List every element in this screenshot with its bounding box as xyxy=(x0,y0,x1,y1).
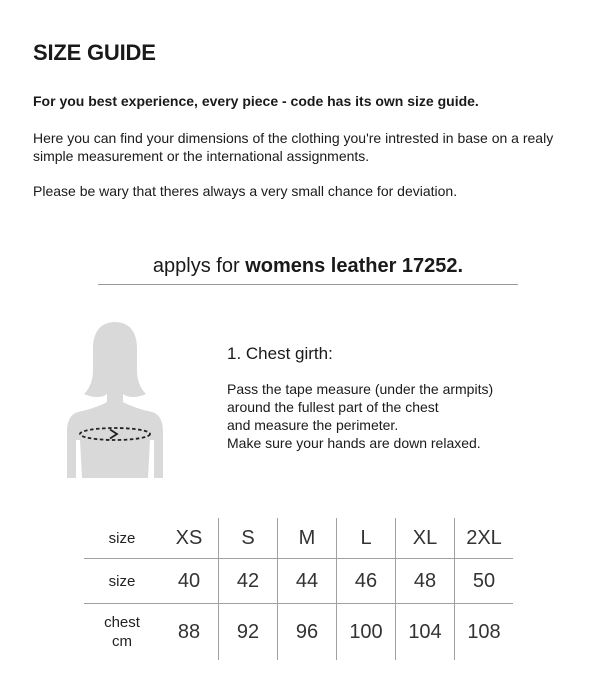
table-cell: XL xyxy=(396,518,455,559)
table-cell: 40 xyxy=(160,559,219,604)
instruction-line: Pass the tape measure (under the armpits) xyxy=(227,381,494,397)
female-torso-tape-measure-icon xyxy=(60,318,170,490)
table-cell: 100 xyxy=(337,604,396,661)
measurement-title: 1. Chest girth: xyxy=(227,344,333,363)
row-label xyxy=(84,604,160,661)
row-label-line: cm xyxy=(112,633,132,650)
instruction-line: and measure the perimeter. xyxy=(227,417,399,433)
intro-text: Here you can find your dimensions of the clothing you're intrested in base on a realy simple measurement or the international assignments. xyxy=(33,130,554,164)
intro-bold-text: For you best experience, every piece - code has its own size guide. xyxy=(33,93,479,109)
instruction-line: Make sure your hands are down relaxed. xyxy=(227,435,481,451)
table-cell: S xyxy=(219,518,278,559)
measurement-instructions xyxy=(227,380,547,452)
table-cell: 48 xyxy=(396,559,455,604)
table-cell: 108 xyxy=(455,604,514,661)
table-cell: 42 xyxy=(219,559,278,604)
row-label: size xyxy=(84,518,160,559)
table-row xyxy=(84,604,513,661)
table-cell: XS xyxy=(160,518,219,559)
table-cell: 44 xyxy=(278,559,337,604)
size-table xyxy=(84,518,513,660)
table-cell: 50 xyxy=(455,559,514,604)
page-title: SIZE GUIDE xyxy=(33,40,156,65)
table-cell: L xyxy=(337,518,396,559)
table-cell: 104 xyxy=(396,604,455,661)
row-label: size xyxy=(84,559,160,604)
table-row xyxy=(84,559,513,604)
table-cell: M xyxy=(278,518,337,559)
table-cell: 96 xyxy=(278,604,337,661)
table-cell: 88 xyxy=(177,620,201,643)
table-cell: 2XL xyxy=(455,518,514,559)
table-row xyxy=(84,518,513,559)
table-cell: 46 xyxy=(337,559,396,604)
applies-heading xyxy=(98,255,518,285)
instruction-line: around the fullest part of the chest xyxy=(227,399,439,415)
deviation-warning: Please be wary that theres always a very small chance for deviation. xyxy=(33,183,458,199)
product-name: womens leather 17252. xyxy=(245,255,464,277)
applies-prefix: applys for xyxy=(152,255,246,277)
table-cell: 92 xyxy=(219,604,278,661)
row-label-line: chest xyxy=(104,614,140,631)
